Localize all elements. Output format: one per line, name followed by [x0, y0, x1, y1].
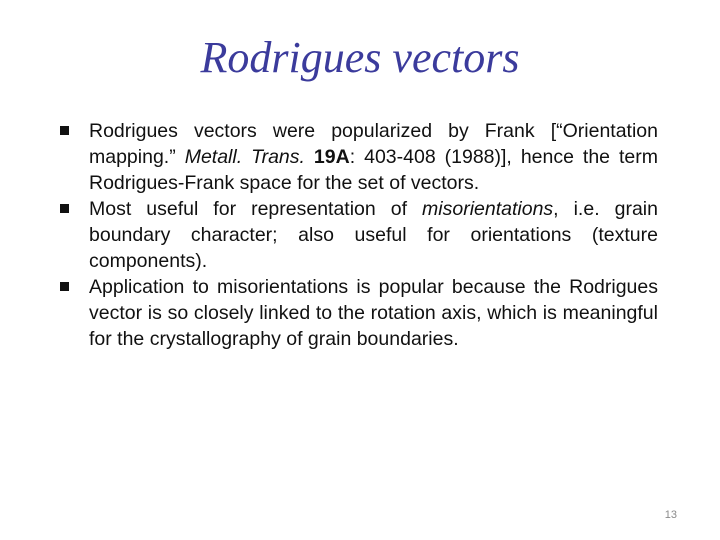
slide-title: Rodrigues vectors [200, 33, 520, 82]
bullet-text-segment: Most useful for representation of [89, 198, 423, 220]
bullet-text-segment: : 403-408 (1988)], hence the term Rodrigues-Frank space for the set of vectors. [89, 146, 659, 194]
bullet-item [60, 118, 658, 196]
bullet-text-segment: Application to misorientations is popular because the Rodrigues vector is so closely linked to the rotation axis, which is meaningful for the crystallography of grain boundaries. [89, 276, 658, 350]
bullet-item [60, 274, 658, 352]
bullet-text [89, 198, 658, 272]
square-bullet-icon [60, 282, 69, 291]
bullet-text [89, 276, 658, 350]
bullet-text-segment: Rodrigues vectors were popularized by Frank [“Orientation mapping.” [89, 120, 658, 168]
square-bullet-icon [60, 204, 69, 213]
square-bullet-icon [60, 126, 69, 135]
slide-number: 13 [664, 509, 677, 521]
bullet-list [60, 118, 658, 352]
bullet-text [89, 120, 658, 194]
volume-number: 19A [313, 146, 350, 168]
emphasized-term: misorientations [422, 198, 554, 220]
bullet-item [60, 196, 658, 274]
bullet-text-segment: , i.e. grain boundary character; also useful for orientations (texture components). [89, 198, 658, 272]
journal-name: Metall. Trans. [184, 146, 305, 168]
bullet-text-segment [305, 146, 314, 168]
